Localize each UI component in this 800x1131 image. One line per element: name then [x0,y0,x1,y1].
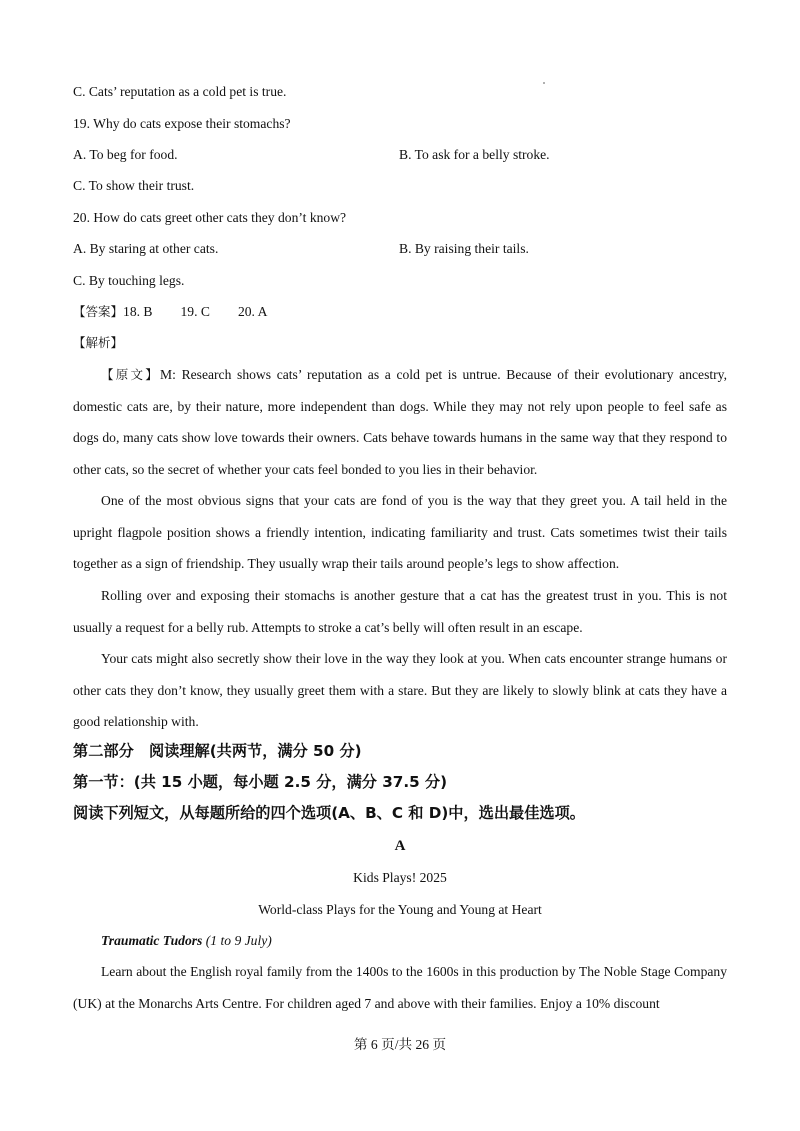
transcript-paragraph-2: One of the most obvious signs that your cats are fond of you is the way that they greet you. A tail held in the upright flagpole position shows a friendly intention, indicating familiarity and trust. Cats sometimes twist their tails together as a sign of friendship. They usually wrap their tails around people’s legs to show affection. [73,493,727,572]
play1-dates: (1 to 9 July) [205,933,272,948]
transcript-paragraph-3: Rolling over and exposing their stomachs is another gesture that a cat has the greatest trust in you. This is not usually a request for a belly rub. Attempts to stroke a cat’s belly will often result in an escape. [73,588,727,635]
answer-19: 19. C [180,304,210,319]
q20-option-b: B. By raising their tails. [399,241,529,256]
q18-option-c: C. Cats’ reputation as a cold pet is true. [73,84,287,99]
play1-heading [101,933,272,949]
section2-heading: 第二部分 阅读理解(共两节，满分 50 分) [73,742,362,760]
transcript-paragraph-1 [73,359,727,485]
passage-subtitle: World-class Plays for the Young and Young at Heart [258,902,542,917]
play1-name: Traumatic Tudors [101,933,203,948]
transcript-paragraph-4: Your cats might also secretly show their love in the way they look at you. When cats encounter strange humans or other cats they don’t know, they usually greet them with a stare. But they are likely to slowly blink at cats they have a good relationship with. [73,651,727,730]
q19-option-c: C. To show their trust. [73,178,195,193]
q19-option-b: B. To ask for a belly stroke. [399,147,550,162]
q19-option-a: A. To beg for food. [73,147,178,162]
play1-description: Learn about the English royal family from the 1400s to the 1600s in this production by The Noble Stage Company (UK) at the Monarchs Arts Centre. For children aged 7 and above with their families. Enjoy a 10% discount [73,964,727,1011]
section2-instruction: 阅读下列短文，从每题所给的四个选项(A、B、C 和 D)中，选出最佳选项。 [73,804,585,822]
q20-question: 20. How do cats greet other cats they don’t know? [73,210,347,225]
analysis-label: 【解析】 [73,335,124,350]
answer-18: 18. B [123,304,153,319]
q20-option-c: C. By touching legs. [73,273,185,288]
answer-line [73,304,287,320]
passage-title: Kids Plays! 2025 [353,870,447,885]
q20-option-a: A. By staring at other cats. [73,241,219,256]
passage-letter: A [394,838,406,854]
scan-speck [543,82,545,84]
transcript-label: 【原文】 [101,367,161,382]
answer-20: 20. A [237,304,268,319]
section2-subheading: 第一节：(共 15 小题，每小题 2.5 分，满分 37.5 分) [73,773,448,791]
answer-label: 【答案】 [73,304,124,319]
page-footer: 第 6 页/共 26 页 [353,1037,447,1052]
transcript-p1-text: M: Research shows cats’ reputation as a cold pet is untrue. Because of their evolutionary ancestry, domestic cats are, by their nature, more independent than dogs. While they may not rely upon people to feel safe as dogs do, many cats show love towards their owners. Cats behave towards humans in the same way that they respond to other cats, so the secret of whether your cats feel bonded to you lies in their behavior. [73,367,727,477]
q19-question: 19. Why do cats expose their stomachs? [73,116,291,131]
